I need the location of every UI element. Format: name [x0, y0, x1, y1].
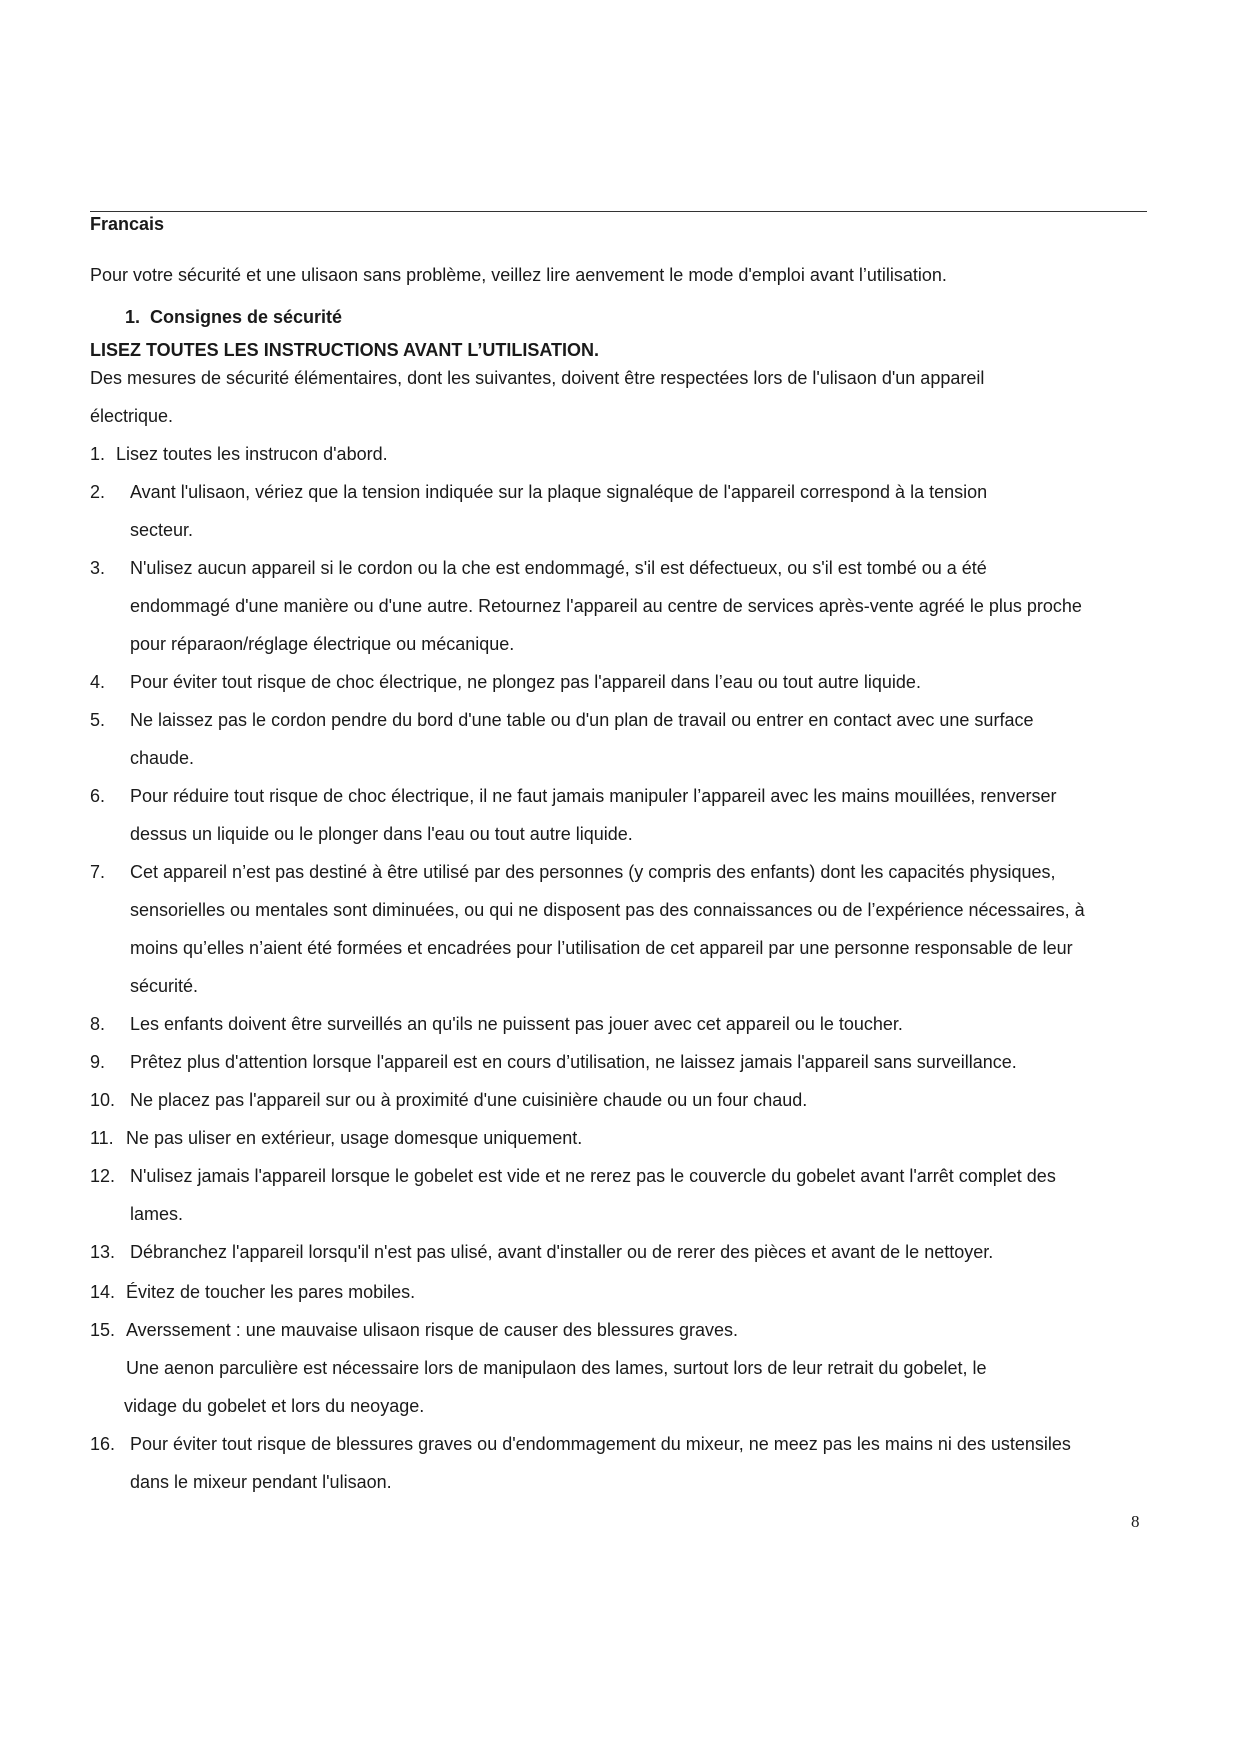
- item-text: vidage du gobelet et lors du neoyage.: [124, 1396, 425, 1416]
- warning-heading: LISEZ TOUTES LES INSTRUCTIONS AVANT L’UTILISATION.: [90, 340, 600, 360]
- language-heading: Francais: [90, 214, 165, 234]
- item-text: N'ulisez aucun appareil si le cordon ou la che est endommagé, s'il est défectueux, ou s'il est tombé ou a été: [130, 558, 987, 578]
- intro-para-line-2: électrique.: [90, 406, 174, 426]
- item-text: Ne placez pas l'appareil sur ou à proximité d'une cuisinière chaude ou un four chaud.: [130, 1090, 808, 1110]
- item-number: 8.: [90, 1014, 106, 1034]
- item-text: Une aenon parculière est nécessaire lors de manipulaon des lames, surtout lors de leur retrait du gobelet, le: [126, 1358, 987, 1378]
- item-text: pour réparaon/réglage électrique ou mécanique.: [130, 634, 515, 654]
- item-text: Pour éviter tout risque de choc électrique, ne plongez pas l'appareil dans l’eau ou tout autre liquide.: [130, 672, 921, 692]
- item-number: 3.: [90, 558, 106, 578]
- item-text: dans le mixeur pendant l'ulisaon.: [130, 1472, 392, 1492]
- page-number: 8: [1131, 1512, 1140, 1531]
- item-text: Pour réduire tout risque de choc électrique, il ne faut jamais manipuler l’appareil avec les mains mouillées, renverser: [130, 786, 1057, 806]
- item-number: 10.: [90, 1090, 116, 1110]
- item-text: Cet appareil n’est pas destiné à être utilisé par des personnes (y compris des enfants) dont les capacités physiques,: [130, 862, 1056, 882]
- item-text: lames.: [130, 1204, 184, 1224]
- item-text: Débranchez l'appareil lorsqu'il n'est pas ulisé, avant d'installer ou de rerer des pièces et avant de le nettoyer.: [130, 1242, 994, 1262]
- item-number: 9.: [90, 1052, 106, 1072]
- item-number: 4.: [90, 672, 106, 692]
- item-text: sécurité.: [130, 976, 199, 996]
- item-text: N'ulisez jamais l'appareil lorsque le gobelet est vide et ne rerez pas le couvercle du gobelet avant l'arrêt complet des: [130, 1166, 1056, 1186]
- item-text: Ne laissez pas le cordon pendre du bord d'une table ou d'un plan de travail ou entrer en contact avec une surface: [130, 710, 1034, 730]
- item-number: 6.: [90, 786, 106, 806]
- item-number: 12.: [90, 1166, 116, 1186]
- item-text: chaude.: [130, 748, 195, 768]
- item-text: Lisez toutes les instrucon d'abord.: [116, 444, 388, 464]
- item-number: 7.: [90, 862, 106, 882]
- item-text: secteur.: [130, 520, 194, 540]
- section-title: Consignes de sécurité: [150, 307, 343, 327]
- item-text: Évitez de toucher les pares mobiles.: [126, 1282, 416, 1302]
- item-number: 11.: [90, 1128, 114, 1148]
- header-rule: [90, 211, 1147, 212]
- item-text: Ne pas uliser en extérieur, usage domesque uniquement.: [126, 1128, 583, 1148]
- item-number: 13.: [90, 1242, 116, 1262]
- item-number: 14.: [90, 1282, 116, 1302]
- item-text: Les enfants doivent être surveillés an qu'ils ne puissent pas jouer avec cet appareil ou le toucher.: [130, 1014, 903, 1034]
- item-text: sensorielles ou mentales sont diminuées, ou qui ne disposent pas des connaissances ou de l’expérience nécessaires, à: [130, 900, 1085, 920]
- item-text: dessus un liquide ou le plonger dans l'eau ou tout autre liquide.: [130, 824, 633, 844]
- item-text: endommagé d'une manière ou d'une autre. Retournez l'appareil au centre de services après-vente agréé le plus proche: [130, 596, 1082, 616]
- intro-paragraph: Pour votre sécurité et une ulisaon sans problème, veillez lire aenvement le mode d'emploi avant l’utilisation.: [90, 265, 947, 285]
- section-number: 1.: [125, 307, 141, 327]
- item-number: 1.: [90, 444, 106, 464]
- item-text: moins qu’elles n’aient été formées et encadrées pour l’utilisation de cet appareil par une personne responsable de leur: [130, 938, 1073, 958]
- item-number: 16.: [90, 1434, 116, 1454]
- item-number: 2.: [90, 482, 106, 502]
- item-text: Avant l'ulisaon, vériez que la tension indiquée sur la plaque signaléque de l'appareil correspond à la tension: [130, 482, 988, 502]
- item-number: 15.: [90, 1320, 116, 1340]
- item-text: Prêtez plus d'attention lorsque l'appareil est en cours d’utilisation, ne laissez jamais l'appareil sans surveillance.: [130, 1052, 1017, 1072]
- item-number: 5.: [90, 710, 106, 730]
- item-text: Averssement : une mauvaise ulisaon risque de causer des blessures graves.: [126, 1320, 738, 1340]
- item-text: Pour éviter tout risque de blessures graves ou d'endommagement du mixeur, ne meez pas les mains ni des ustensiles: [130, 1434, 1071, 1454]
- intro-para-line-1: Des mesures de sécurité élémentaires, dont les suivantes, doivent être respectées lors de l'ulisaon d'un appareil: [90, 368, 985, 388]
